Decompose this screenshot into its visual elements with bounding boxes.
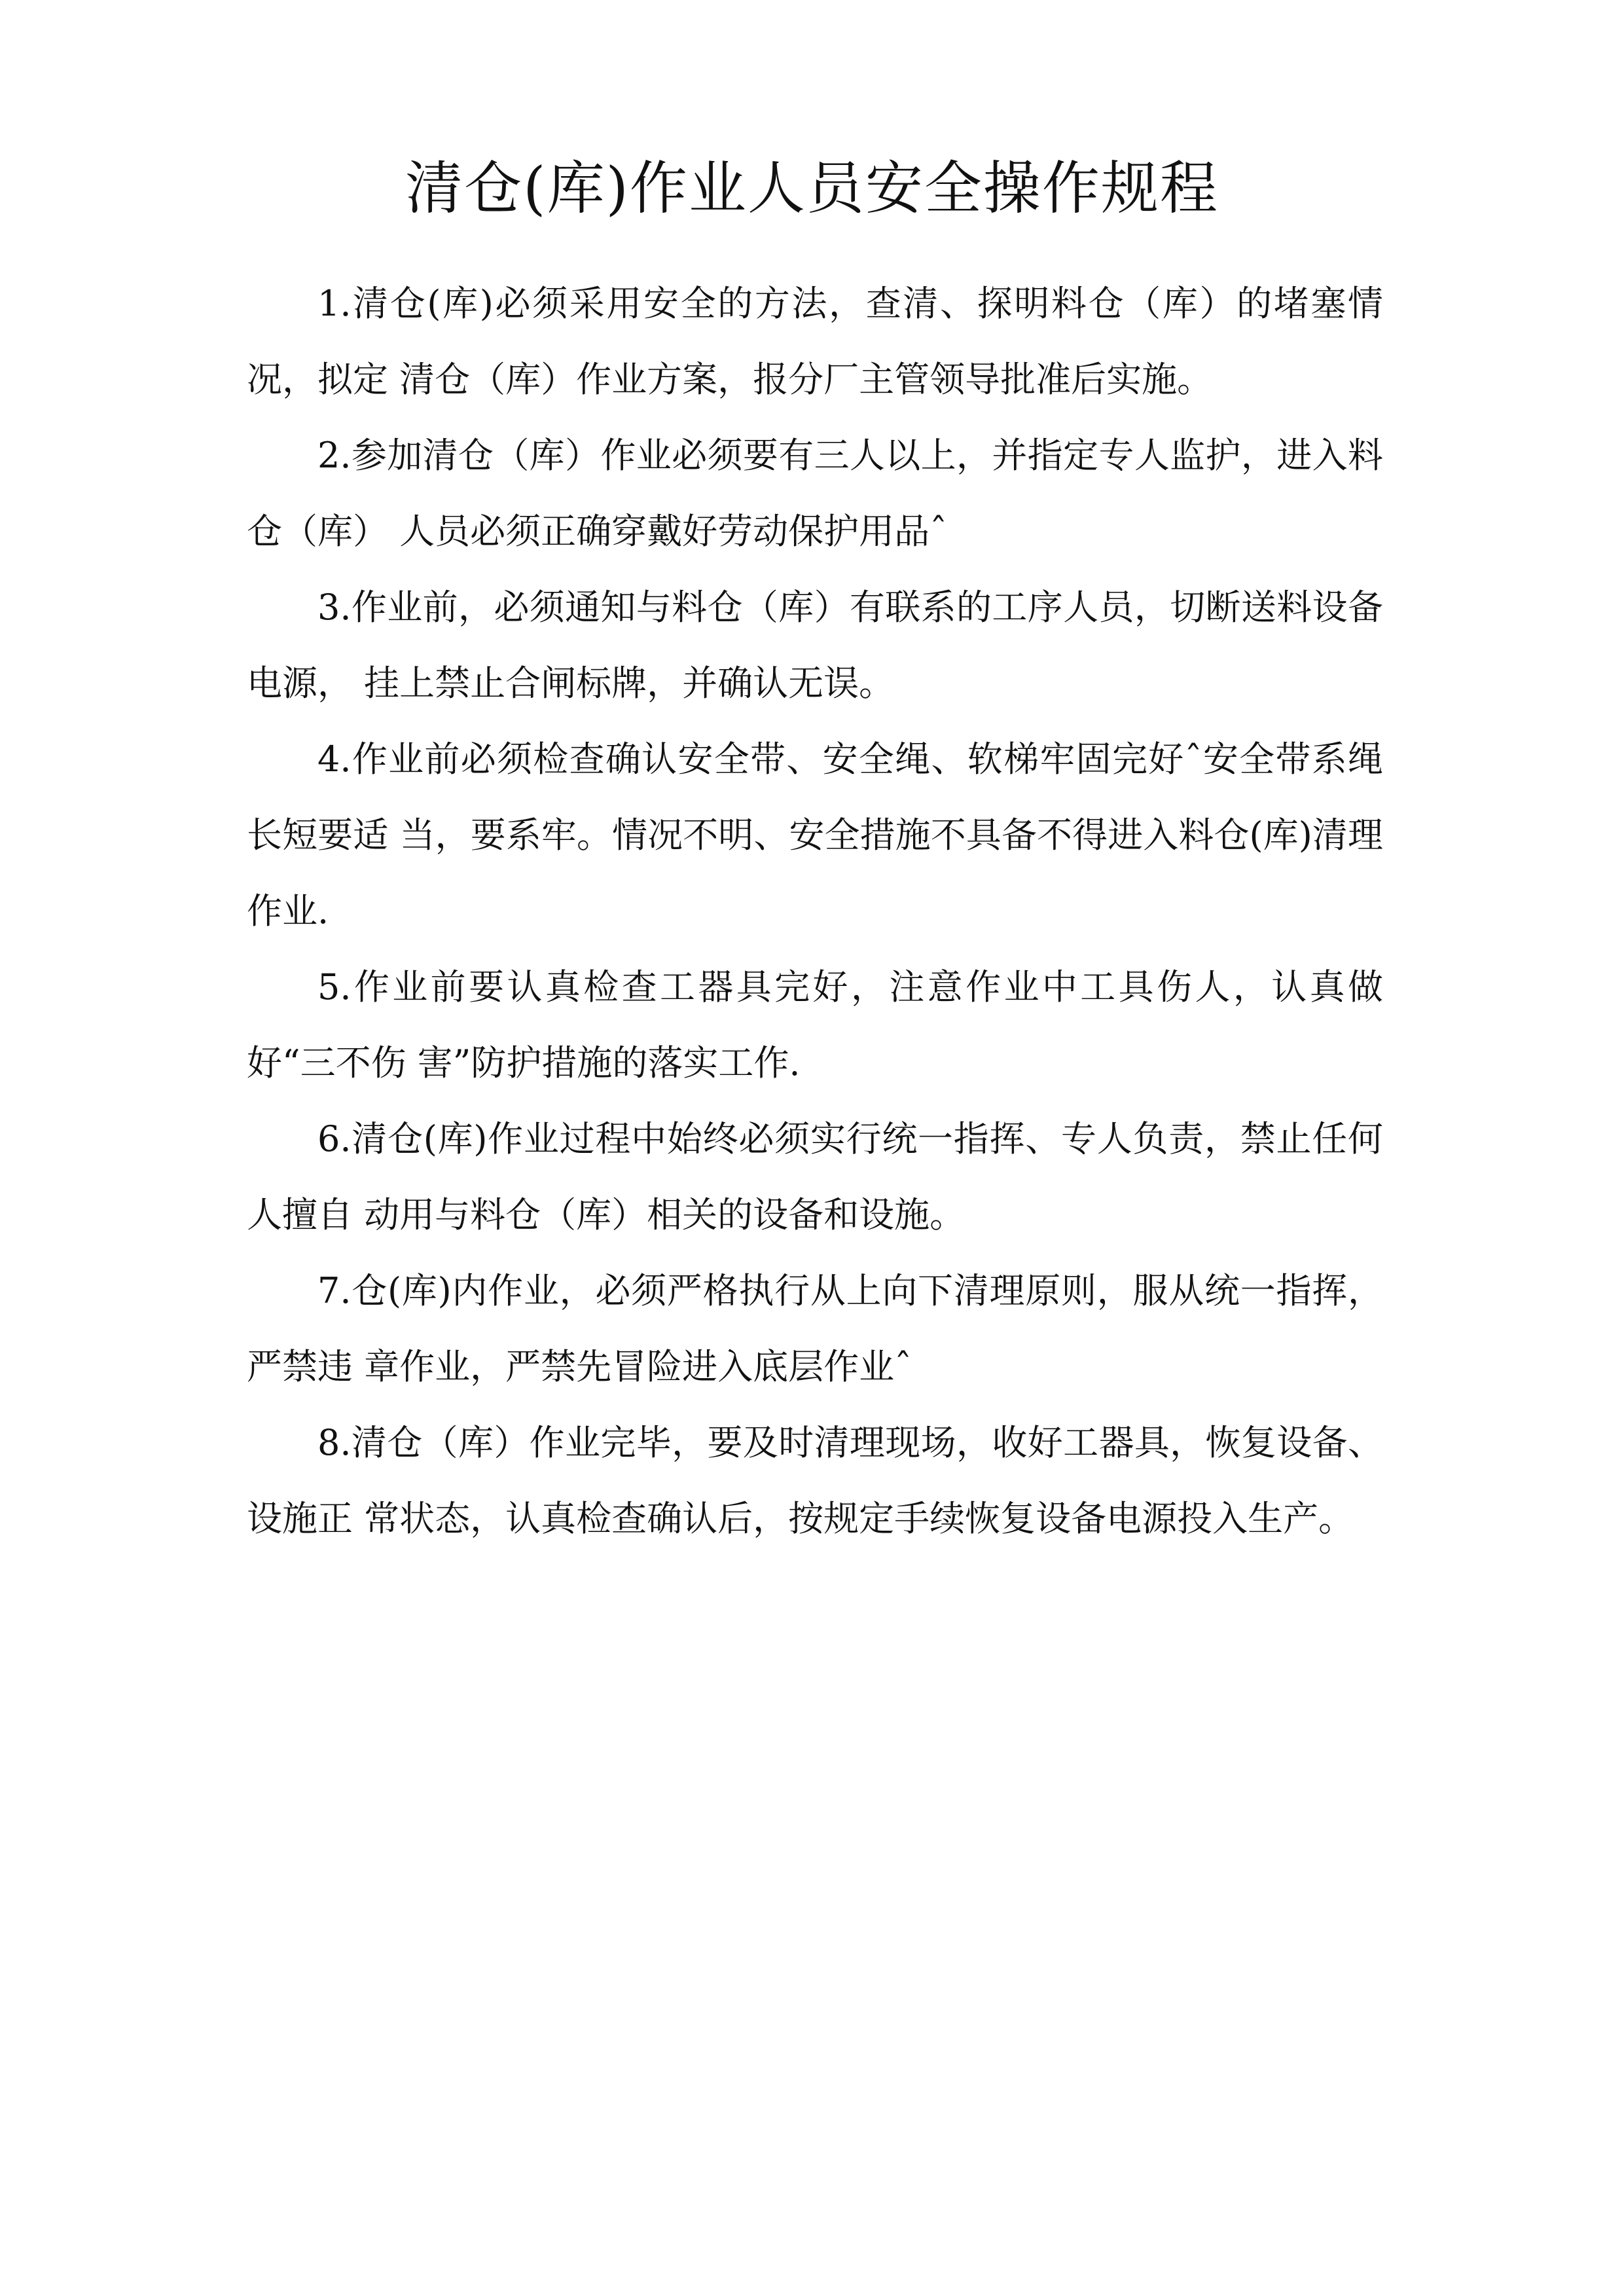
- paragraph-6: 6.清仓(库)作业过程中始终必须实行统一指挥、专人负责，禁止任何人擅自 动用与料仓（库）相关的设备和设施。: [247, 1118, 1383, 1235]
- paragraph-4: 4.作业前必须检查确认安全带、安全绳、软梯牢固完好ˆ安全带系绳长短要适 当，要系牢。情况不明、安全措施不具备不得进入料仓(库)清理作业.: [247, 738, 1383, 932]
- document-body: [247, 266, 1383, 1557]
- document-title: 清仓(库)作业人员安全操作规程: [405, 155, 1219, 222]
- paragraph-2: 2.参加清仓（库）作业必须要有三人以上，并指定专人监护，进入料仓（库） 人员必须正确穿戴好劳动保护用品ˆ: [247, 435, 1383, 552]
- paragraph-5: 5.作业前要认真检查工器具完好，注意作业中工具伤人，认真做好“三不伤 害”防护措施的落实工作.: [247, 966, 1383, 1084]
- paragraph-1: 1.清仓(库)必须采用安全的方法，查清、探明料仓（库）的堵塞情况，拟定 清仓（库）作业方案，报分厂主管领导批准后实施。: [247, 283, 1383, 400]
- paragraph-3: 3.作业前，必须通知与料仓（库）有联系的工序人员，切断送料设备电源， 挂上禁止合闸标牌，并确认无误。: [247, 587, 1383, 704]
- paragraph-8: 8.清仓（库）作业完毕，要及时清理现场，收好工器具，恢复设备、设施正 常状态，认真检查确认后，按规定手续恢复设备电源投入生产。: [247, 1422, 1383, 1539]
- paragraph-7: 7.仓(库)内作业，必须严格执行从上向下清理原则，服从统一指挥，严禁违 章作业，严禁先冒险进入底层作业ˆ: [247, 1270, 1383, 1387]
